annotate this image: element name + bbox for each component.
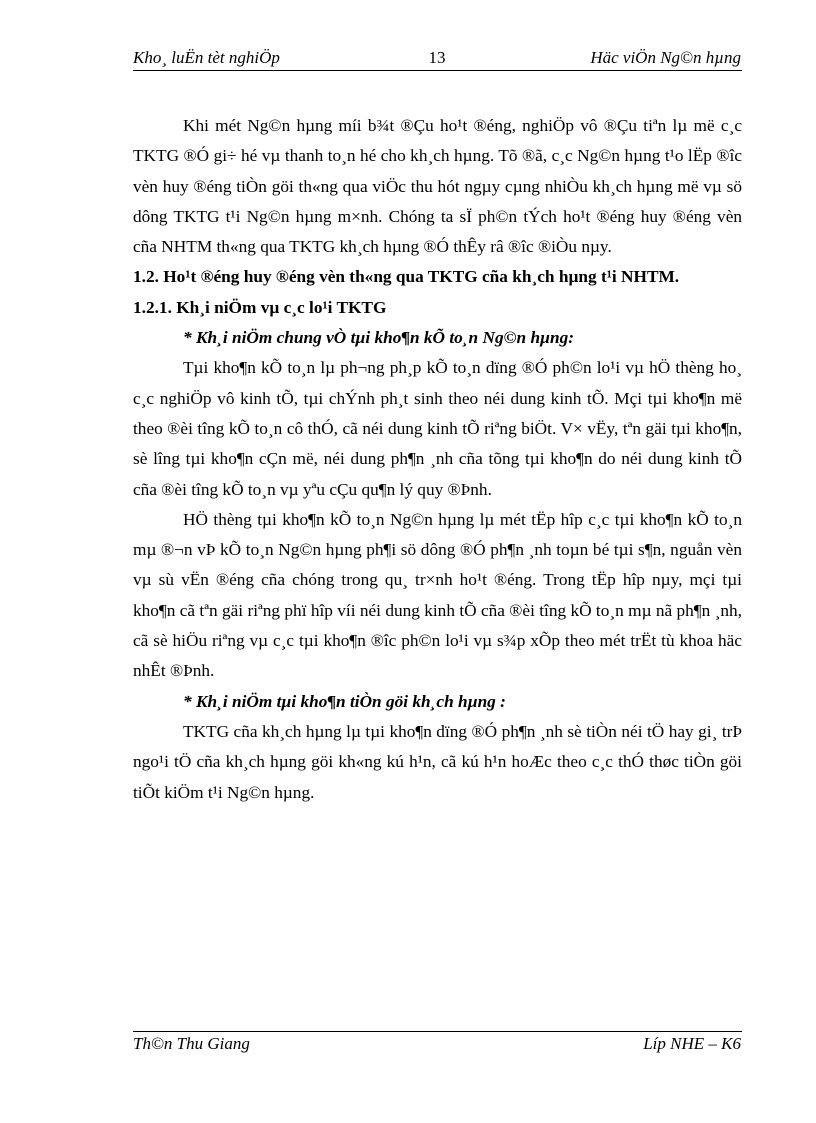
header-institution: Häc viÖn Ng©n hµng — [590, 48, 741, 67]
deposit-definition-paragraph: TKTG cña kh¸ch hµng lµ tµi kho¶n dïng ®Ó ph¶n ¸nh sè tiÒn néi tÖ hay gi¸ trÞ ngo¹i tÖ cña kh¸ch hµng göi kh«ng kú h¹n, cã kú h¹n hoÆc theo c¸c thÓ thøc tiÒn göi tiÕt kiÖm t¹i Ng©n hµng. — [133, 721, 742, 802]
page-header — [133, 48, 741, 72]
footer-author: Th©n Thu Giang — [133, 1034, 250, 1053]
header-thesis-title: Kho¸ luËn tèt nghiÖp — [133, 48, 280, 67]
section-heading-1-2: 1.2. Ho¹t ®éng huy ®éng vèn th«ng qua TKTG cña kh¸ch hµng t¹i NHTM. — [133, 267, 680, 287]
definition-heading-deposit: * Kh¸i niÖm tµi kho¶n tiÒn göi kh¸ch hµng : — [183, 691, 506, 711]
footer-rule — [133, 1031, 742, 1032]
account-system-paragraph: HÖ thèng tµi kho¶n kÕ to¸n Ng©n hµng lµ mét tËp hîp c¸c tµi kho¶n kÕ to¸n mµ ®¬n vÞ kÕ to¸n Ng©n hµng ph¶i sö dông ®Ó ph¶n ¸nh toµn bé tµi s¶n, nguån vèn vµ sù vËn ®éng cña chóng trong qu¸ tr×nh ho¹t ®éng. Trong tËp hîp nµy, mçi tµi kho¶n cã tªn gäi riªng phï hîp víi néi dung kinh tÕ cña ®èi tîng kÕ to¸n mµ nã ph¶n ¸nh, cã sè hiÖu riªng vµ c¸c tµi kho¶n ®îc ph©n lo¹i vµ s¾p xÕp theo mét trËt tù khoa häc nhÊt ®Þnh. — [133, 509, 742, 681]
accounting-definition-paragraph: Tµi kho¶n kÕ to¸n lµ ph¬ng ph¸p kÕ to¸n dïng ®Ó ph©n lo¹i vµ hÖ thèng ho¸ c¸c nghiÖp vô kinh tÕ, tµi chÝnh ph¸t sinh theo néi dung kinh tÕ. Mçi tµi kho¶n më theo ®èi tîng kÕ to¸n cô thÓ, cã néi dung kinh tÕ riªng biÖt. V× vËy, tªn gäi tµi kho¶n, sè lîng tµi kho¶n cÇn më, néi dung ph¶n ¸nh cña tõng tµi kho¶n do néi dung kinh tÕ cña ®èi tîng kÕ to¸n vµ yªu cÇu qu¶n lý quy ®Þnh. — [133, 358, 742, 499]
footer-class: Líp NHE – K6 — [643, 1034, 741, 1053]
header-rule — [133, 70, 742, 71]
page-footer — [133, 1034, 741, 1058]
page-content — [133, 111, 742, 808]
definition-heading-accounting: * Kh¸i niÖm chung vÒ tµi kho¶n kÕ to¸n Ng©n hµng: — [183, 328, 575, 348]
subsection-heading-1-2-1: 1.2.1. Kh¸i niÖm vµ c¸c lo¹i TKTG — [133, 297, 387, 317]
intro-paragraph: Khi mét Ng©n hµng míi b¾t ®Çu ho¹t ®éng, nghiÖp vô ®Çu tiªn lµ më c¸c TKTG ®Ó gi÷ hé vµ thanh to¸n hé cho kh¸ch hµng. Tõ ®ã, c¸c Ng©n hµng t¹o lËp ®îc vèn huy ®éng tiÒn göi th«ng qua viÖc thu hót ngµy cµng nhiÒu kh¸ch hµng më vµ sö dông TKTG t¹i Ng©n hµng m×nh. Chóng ta sÏ ph©n tÝch ho¹t ®éng huy ®éng vèn cña NHTM th«ng qua TKTG kh¸ch hµng ®Ó thÊy râ ®îc ®iÒu nµy. — [133, 116, 742, 257]
page-number: 13 — [428, 48, 446, 67]
